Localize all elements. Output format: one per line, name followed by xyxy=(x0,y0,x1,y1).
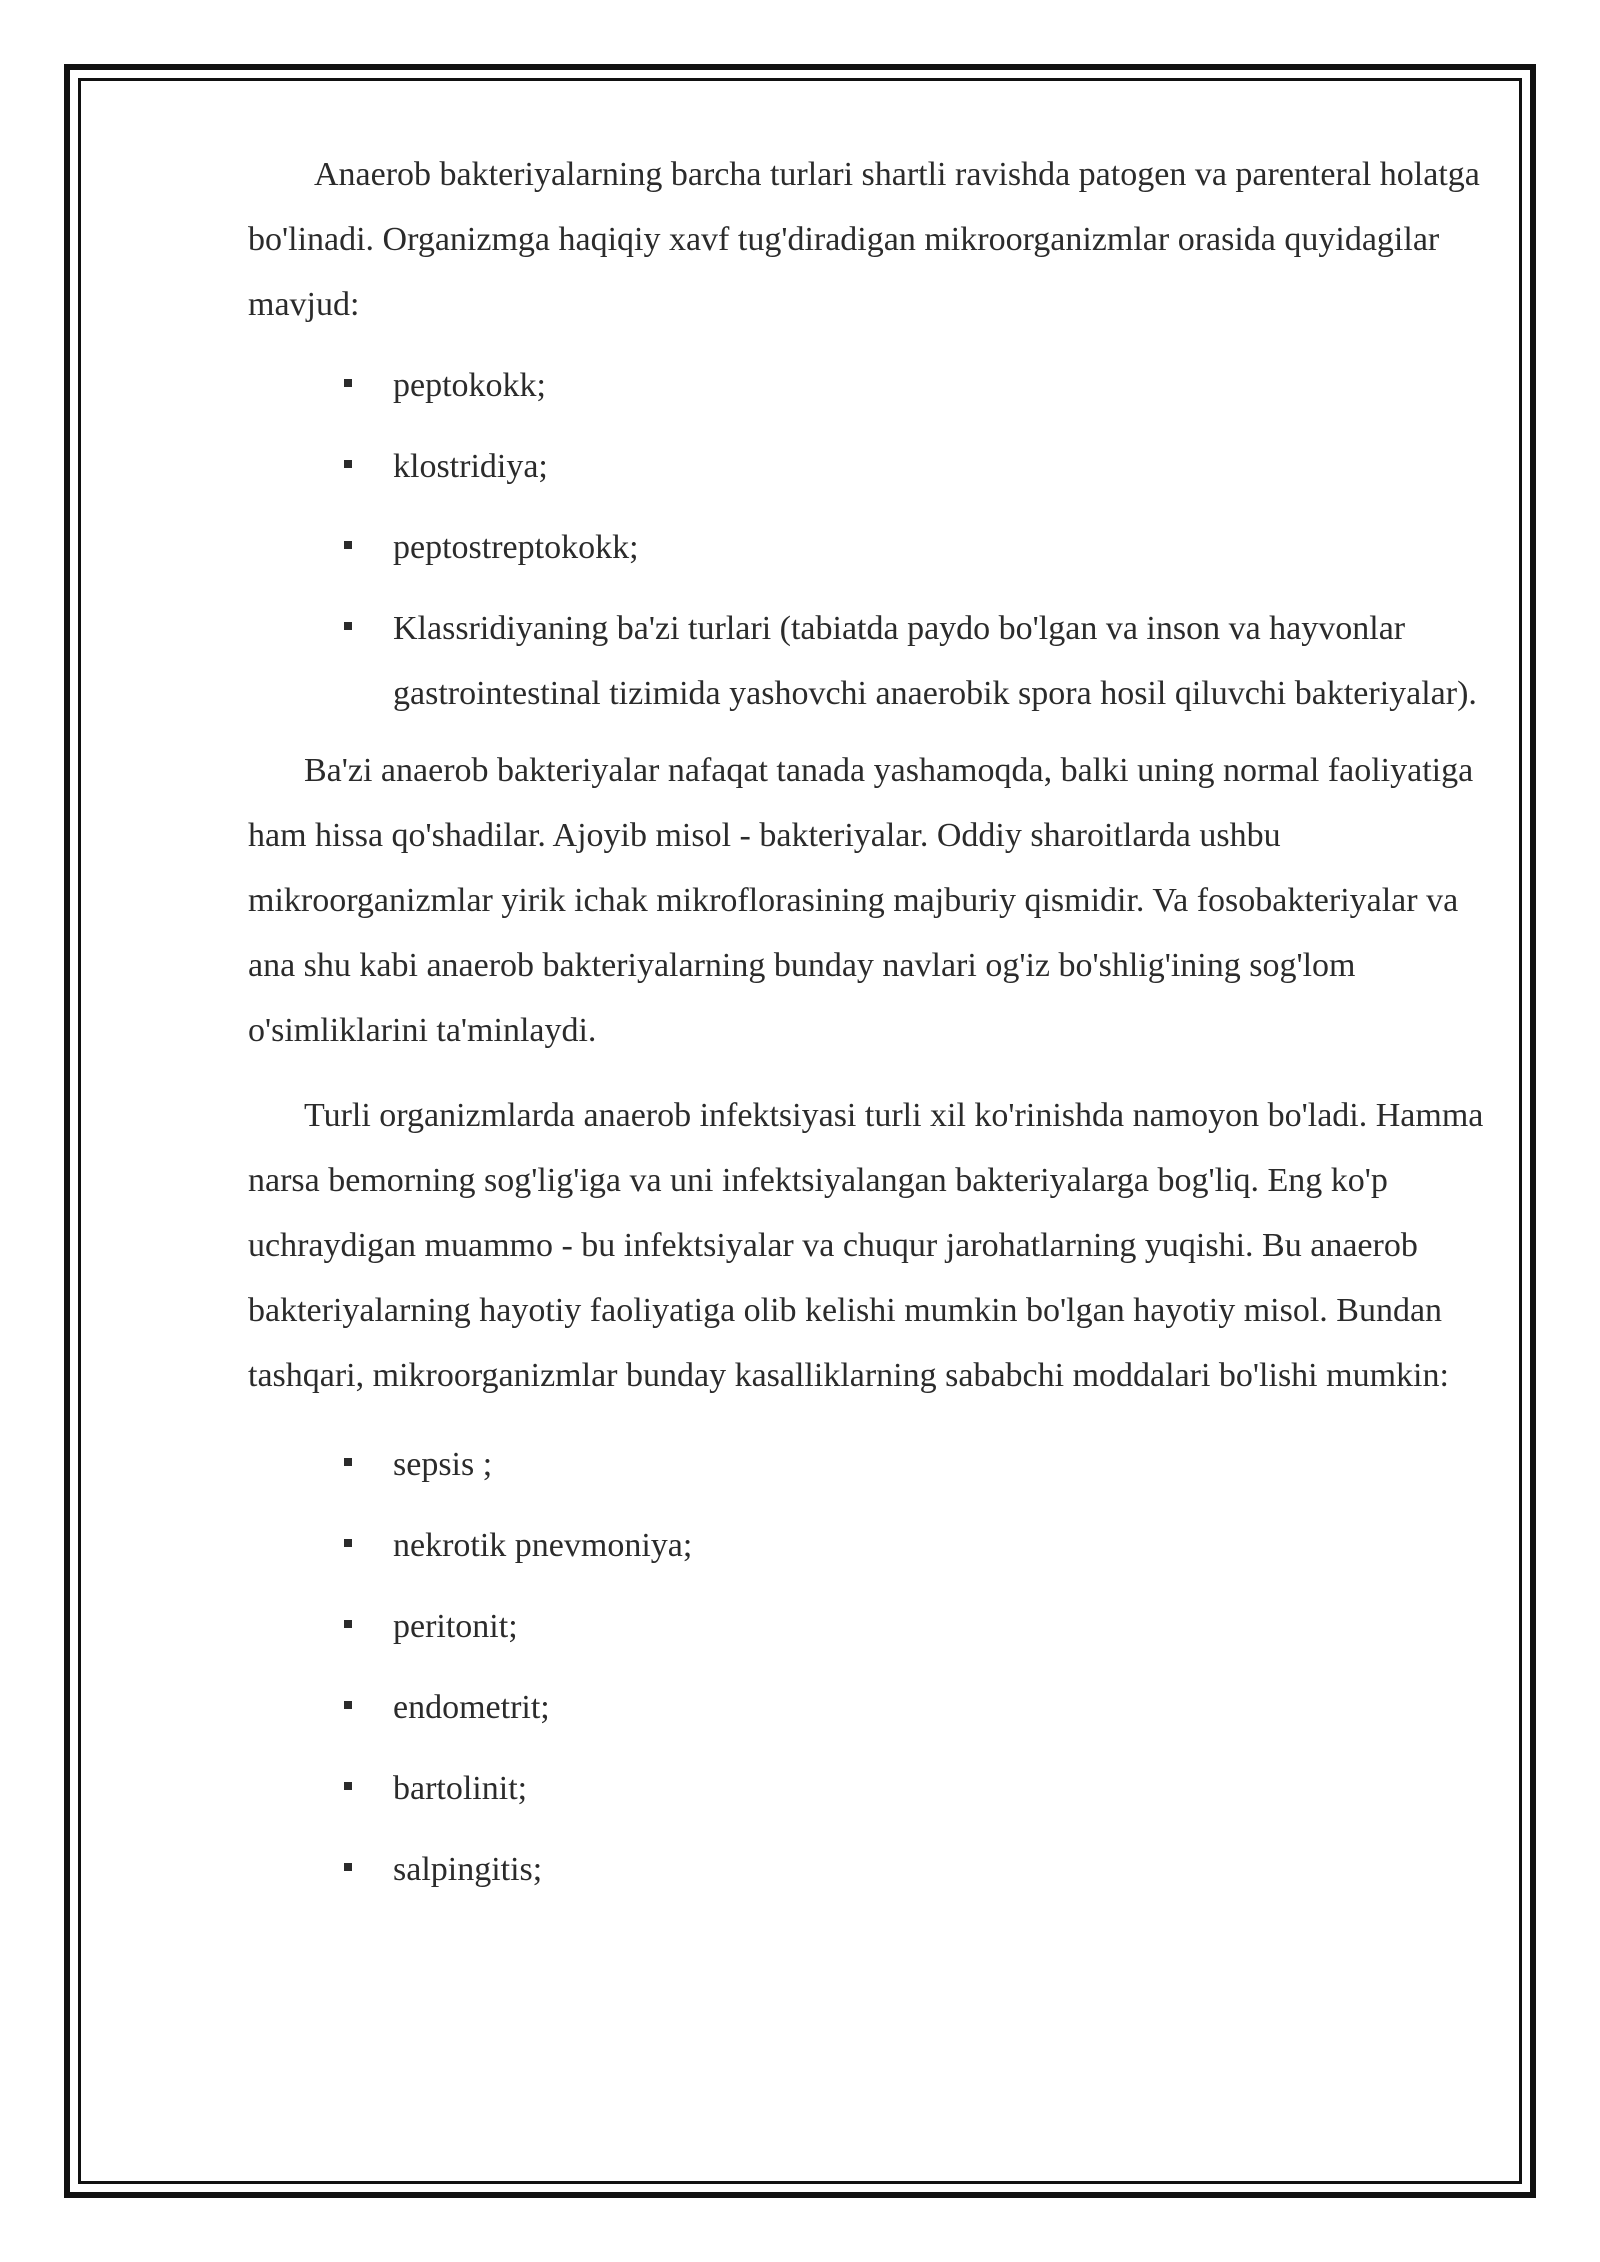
list-item xyxy=(248,434,1492,499)
square-bullet-icon xyxy=(344,1620,352,1628)
list-item-text: peptokokk; xyxy=(393,367,546,404)
list-item-text: Klassridiyaning ba'zi turlari (tabiatda paydo bo'lgan va inson va hayvonlar gastrointestinal tizimida yashovchi anaerobik spora hosil qiluvchi bakteriyalar). xyxy=(393,610,1477,712)
list-item xyxy=(248,596,1492,726)
square-bullet-icon xyxy=(344,1539,352,1547)
square-bullet-icon xyxy=(344,1458,352,1466)
list-item-text: salpingitis; xyxy=(393,1851,543,1888)
list-item-text: sepsis ; xyxy=(393,1446,493,1483)
list-item-text: endometrit; xyxy=(393,1689,550,1726)
list-item xyxy=(248,1432,1492,1497)
list-item xyxy=(248,515,1492,580)
paragraph-2: Ba'zi anaerob bakteriyalar nafaqat tanada yashamoqda, balki uning normal faoliyatiga ham hissa qo'shadilar. Ajoyib misol - bakteriyalar. Oddiy sharoitlarda ushbu mikroorganizmlar yirik ichak mikroflorasining majburiy qismidir. Va fosobakteriyalar va ana shu kabi anaerob bakteriyalarning bunday navlari og'iz bo'shlig'ining sog'lom o'simliklarini ta'minlaydi. xyxy=(248,752,1474,1049)
list-item-text: klostridiya; xyxy=(393,448,548,485)
bullet-list-1 xyxy=(248,353,1492,726)
bullet-list-2 xyxy=(248,1432,1492,1902)
list-item xyxy=(248,1756,1492,1821)
list-item xyxy=(248,1594,1492,1659)
list-item xyxy=(248,353,1492,418)
list-item xyxy=(248,1675,1492,1740)
list-item xyxy=(248,1513,1492,1578)
square-bullet-icon xyxy=(344,1782,352,1790)
list-item-text: peritonit; xyxy=(393,1608,518,1645)
square-bullet-icon xyxy=(344,460,352,468)
square-bullet-icon xyxy=(344,1701,352,1709)
square-bullet-icon xyxy=(344,1863,352,1871)
paragraph-3: Turli organizmlarda anaerob infektsiyasi turli xil ko'rinishda namoyon bo'ladi. Hamma narsa bemorning sog'lig'iga va uni infektsiyalangan bakteriyalarga bog'liq. Eng ko'p uchraydigan muammo - bu infektsiyalar va chuqur jarohatlarning yuqishi. Bu anaerob bakteriyalarning hayotiy faoliyatiga olib kelishi mumkin bo'lgan hayotiy misol. Bundan tashqari, mikroorganizmlar bunday kasalliklarning sababchi moddalari bo'lishi mumkin: xyxy=(248,1097,1484,1394)
square-bullet-icon xyxy=(344,379,352,387)
square-bullet-icon xyxy=(344,541,352,549)
list-item-text: nekrotik pnevmoniya; xyxy=(393,1527,693,1564)
list-item-text: bartolinit; xyxy=(393,1770,528,1807)
list-item xyxy=(248,1837,1492,1902)
list-item-text: peptostreptokokk; xyxy=(393,529,639,566)
document-body xyxy=(248,142,1492,1918)
paragraph-1: Anaerob bakteriyalarning barcha turlari shartli ravishda patogen va parenteral holatga bo'linadi. Organizmga haqiqiy xavf tug'diradigan mikroorganizmlar orasida quyidagilar mavjud: xyxy=(248,156,1480,323)
square-bullet-icon xyxy=(344,622,352,630)
